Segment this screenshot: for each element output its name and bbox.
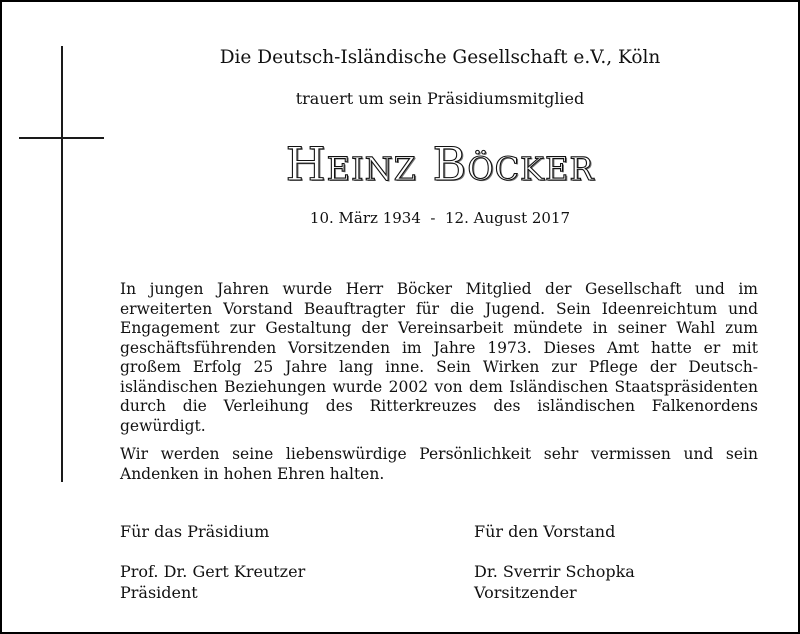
cross-vertical-bar — [61, 46, 63, 482]
signature-right-label: Für den Vorstand — [474, 522, 616, 541]
paragraph-biography: In jungen Jahren wurde Herr Böcker Mitglied der Gesellschaft und im erweiterten Vorstand Beauftragter für die Jugend. Sein Ideenreichtum und Engagement zur Gestaltung der Vereinsarbeit mündete in seiner Wahl zum geschäftsführenden Vorsitzenden im Jahre 1973. Dieses Amt hatte er mit großem Erfolg 25 Jahre lang inne. Sein Wirken zur Pflege der Deutsch-isländischen Beziehungen wurde 2002 von dem Isländischen Staatspräsidenten durch die Verleihung des Ritterkreuzes des isländischen Falkenordens gewürdigt. — [120, 280, 758, 435]
mourning-line: trauert um sein Präsidiumsmitglied — [295, 89, 585, 108]
signature-left-name: Prof. Dr. Gert Kreutzer — [120, 562, 306, 581]
obituary-body — [120, 280, 758, 484]
deceased-name: Heinz Böcker — [285, 137, 595, 191]
life-dates: 10. März 1934 - 12. August 2017 — [309, 209, 571, 227]
cross-horizontal-bar — [19, 137, 104, 139]
organization-name: Die Deutsch-Isländische Gesellschaft e.V., Köln — [219, 47, 661, 68]
signature-right-name: Dr. Sverrir Schopka — [474, 562, 635, 581]
signature-right-role: Vorsitzender — [474, 583, 577, 602]
signature-left-role: Präsident — [120, 583, 198, 602]
paragraph-farewell: Wir werden seine liebenswürdige Persönlichkeit sehr vermissen und sein Andenken in hohen Ehren halten. — [120, 445, 758, 483]
signature-left-label: Für das Präsidium — [120, 522, 270, 541]
